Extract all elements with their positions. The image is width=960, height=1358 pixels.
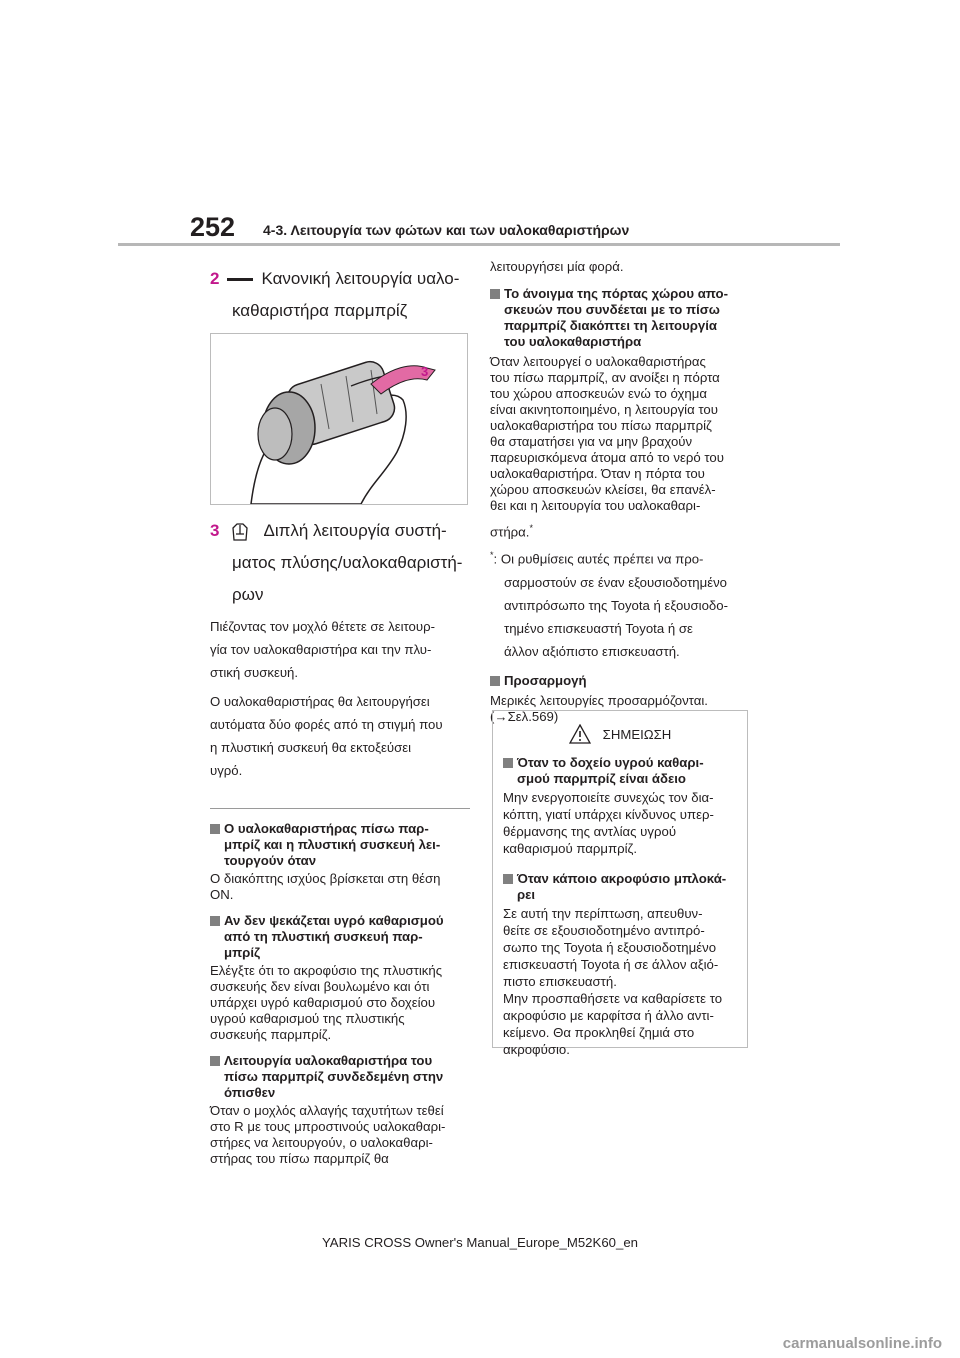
bullet-square-icon (490, 676, 500, 686)
right-column (490, 258, 750, 729)
bullet-text-1: Ο διακόπτης ισχύος βρίσκεται στη θέση ON. (210, 871, 441, 902)
washer-wiper-icon (227, 522, 253, 542)
divider (210, 808, 470, 809)
item-2-heading-cont: καθαριστήρα παρμπρίζ (232, 301, 408, 320)
notice-heading-1: Όταν το δοχείο υγρού καθαρι- σμού παρμπρίζ είναι άδειο (503, 755, 737, 787)
paragraph-1: Πιέζοντας τον μοχλό θέτετε σε λειτουρ- γία τον υαλοκαθαριστήρα και την πλυ- στική συσκευή. (210, 619, 435, 680)
bullet-heading-1: Ο υαλοκαθαριστήρας πίσω παρ- μπρίζ και η πλυστική συσκευή λει- τουργούν όταν (210, 821, 470, 869)
notice-title: ΣΗΜΕΙΩΣΗ (503, 721, 737, 747)
item-3-heading-cont: ματος πλύσης/υαλοκαθαριστή- (232, 553, 463, 572)
bullet-text-3: Όταν ο μοχλός αλλαγής ταχυτήτων τεθεί στο R με τους μπροστινούς υαλοκαθαρι- στήρες να λειτουργούν, ο υαλοκαθαρι- στήρας του πίσω παρμπρίζ θα (210, 1103, 446, 1166)
notice-box (492, 710, 748, 1057)
bullet-square-icon (210, 1056, 220, 1066)
left-column (210, 263, 470, 1171)
warning-triangle-icon (569, 724, 591, 744)
bullet-square-icon (503, 874, 513, 884)
continued-text: λειτουργήσει μία φορά. (490, 259, 624, 274)
bullet-heading-5: Προσαρμογή (490, 673, 750, 689)
bullet-heading-2: Αν δεν ψεκάζεται υγρό καθαρισμού από τη πλυστική συσκευή παρ- μπρίζ (210, 913, 470, 961)
watermark: carmanualsonline.info (782, 1335, 942, 1352)
bullet-square-icon (210, 824, 220, 834)
bullet-heading-3: Λειτουργία υαλοκαθαριστήρα του πίσω παρμπρίζ συνδεδεμένη στην όπισθεν (210, 1053, 470, 1101)
notice-heading-2: Όταν κάποιο ακροφύσιο μπλοκά- ρει (503, 871, 737, 903)
page-footer: YARIS CROSS Owner's Manual_Europe_M52K60_en (321, 1235, 638, 1250)
bullet-text-4: Όταν λειτουργεί ο υαλοκαθαριστήρας του πίσω παρμπρίζ, αν ανοίξει η πόρτα του χώρου αποσκευών ενώ το όχημα είναι ακινητοποιημένο, η λειτουργία του υαλοκαθαριστήρα του πίσω παρμπρίζ θα σταματήσει για να μην βραχούν παρευρισκόμενα άτομα από το νερό του υαλοκαθαριστήρα. Όταν η πόρτα του χώρου αποσκευών κλείσει, θα επανέλ- θει και η λειτουργία του υαλοκαθαρι- στήρα.* (490, 354, 724, 540)
paragraph-2: Ο υαλοκαθαριστήρας θα λειτουργήσει αυτόματα δύο φορές από τη στιγμή που η πλυστική συσκευή θα εκτοξεύσει υγρό. (210, 694, 443, 778)
bullet-text-5: Μερικές λειτουργίες προσαρμόζονται. (→Σελ.569) (490, 692, 708, 724)
item-3-heading-cont2: ρων (232, 585, 264, 604)
item-2-number: 2 (210, 269, 220, 288)
bullet-heading-4: Το άνοιγμα της πόρτας χώρου απο- σκευών που συνδέεται με το πίσω παρμπρίζ διακόπτει τη λειτουργία του υαλοκαθαριστήρα (490, 286, 750, 350)
notice-text-1: Μην ενεργοποιείτε συνεχώς τον δια- κόπτη, γιατί υπάρχει κίνδυνος υπερ- θέρμανσης της αντλίας υγρού καθαρισμού παρμπρίζ. (503, 790, 714, 856)
item-3-heading: 3 Διπλή λειτουργία συστή- (210, 521, 447, 540)
figure-label: 3 (421, 364, 429, 379)
bullet-square-icon (490, 289, 500, 299)
page-number: 252 (190, 212, 236, 242)
section-title: 4-3. Λειτουργία των φώτων και των υαλοκαθαριστήρων (263, 222, 630, 238)
item-2-heading: 2 Κανονική λειτουργία υαλο- (210, 269, 460, 288)
footnote: *: Οι ρυθμίσεις αυτές πρέπει να προ- σαρμοστούν σε έναν εξουσιοδοτημένο αντιπρόσωπο της Toyota ή εξουσιοδο- τημένο επισκευαστή Toyota ή σε άλλον αξιόπιστο επισκευαστή. (490, 550, 728, 659)
bullet-text-2: Ελέγξτε ότι το ακροφύσιο της πλυστικής συσκευής δεν είναι βουλωμένο και ότι υπάρχει υγρό καθαρισμού στο δοχείου υγρού καθαρισμού της πλυστικής συσκευής παρμπρίζ. (210, 963, 443, 1042)
notice-text-2: Σε αυτή την περίπτωση, απευθυν- θείτε σε εξουσιοδοτημένο αντιπρό- σωπο της Toyota ή εξουσιοδοτημένο επισκευαστή Toyota ή σε άλλον αξιό- πιστο επισκευαστή. Μην προσπαθήσετε να καθαρίσετε το ακροφύσιο με καρφίτσα ή άλλο αντι- κείμενο. Θα προκληθεί ζημιά στο ακροφύσιο. (503, 906, 723, 1057)
header-rule (118, 243, 840, 246)
bullet-square-icon (210, 916, 220, 926)
bullet-square-icon (503, 758, 513, 768)
item-3-number: 3 (210, 521, 220, 540)
normal-wipe-icon (227, 278, 253, 281)
wiper-lever-figure (210, 333, 468, 505)
wiper-lever-illustration (211, 334, 467, 504)
